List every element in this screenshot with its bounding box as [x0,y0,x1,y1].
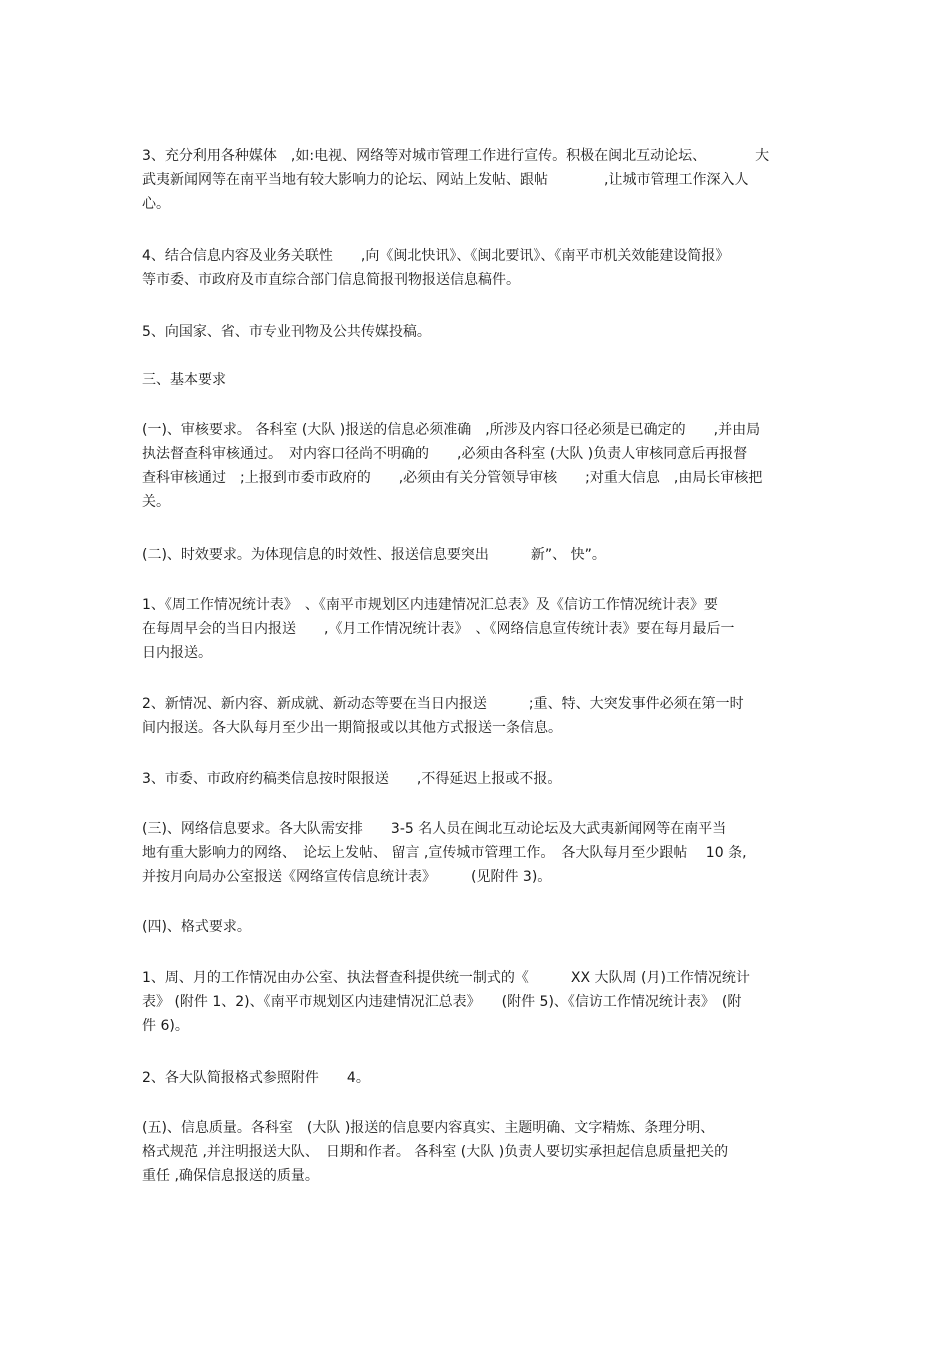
text-line: (四)、格式要求。 [142,919,251,935]
text-line: 并按月向局办公室报送《网络宣传信息统计表》 (见附件 3)。 [142,869,552,885]
paragraph-media-submission [142,320,817,344]
text-line: 关。 [142,494,170,510]
text-line: 在每周早会的当日内报送 ,《月工作情况统计表》 、《网络信息宣传统计表》要在每月最后一 [142,621,735,637]
text-line: 地有重大影响力的网络、 论坛上发帖、 留言 ,宣传城市管理工作。 各大队每月至少跟帖 10 条, [142,845,747,861]
text-line: 件 6)。 [142,1018,189,1034]
section-heading: 三、基本要求 [142,372,226,388]
text-line: 3、市委、市政府约稿类信息按时限报送 ,不得延迟上报或不报。 [142,771,562,787]
text-line: 3、充分利用各种媒体 ,如:电视、网络等对城市管理工作进行宣传。积极在闽北互动论坛、 大 [142,148,770,164]
text-line: 日内报送。 [142,645,212,661]
paragraph-new-situations [142,692,817,740]
text-line: 2、新情况、新内容、新成就、新动态等要在当日内报送 ;重、特、大突发事件必须在第一时 [142,696,744,712]
section-heading-basic-requirements [142,368,817,392]
paragraph-review-requirements [142,418,817,514]
text-line: 4、结合信息内容及业务关联性 ,向《闽北快讯》、《闽北要讯》、《南平市机关效能建设简报》 [142,248,730,264]
paragraph-info-briefs [142,244,817,292]
text-line: 武夷新闻网等在南平当地有较大影响力的论坛、网站上发帖、跟帖 ,让城市管理工作深入人 [142,172,749,188]
text-line: 等市委、市政府及市直综合部门信息简报刊物报送信息稿件。 [142,272,520,288]
text-line: 查科审核通过 ;上报到市委市政府的 ,必须由有关分管领导审核 ;对重大信息 ,由局长审核把 [142,470,763,486]
paragraph-weekly-reports [142,593,817,665]
text-line: (二)、时效要求。为体现信息的时效性、报送信息要突出 新”、 快”。 [142,547,606,563]
text-line: 心。 [142,196,170,212]
text-line: 执法督查科审核通过。 对内容口径尚不明确的 ,必须由各科室 (大队 )负责人审核同意后再报督 [142,446,748,462]
paragraph-format-templates [142,966,817,1038]
paragraph-info-quality [142,1116,817,1188]
paragraph-network-requirements [142,817,817,889]
text-line: (五)、信息质量。各科室 (大队 )报送的信息要内容真实、主题明确、文字精炼、条理分明、 [142,1120,715,1136]
paragraph-timeliness-requirements [142,543,817,567]
paragraph-format-heading [142,915,817,939]
paragraph-commissioned-info [142,767,817,791]
text-line: 重任 ,确保信息报送的质量。 [142,1168,319,1184]
text-line: 间内报送。各大队每月至少出一期简报或以其他方式报送一条信息。 [142,720,562,736]
text-line: 1、《周工作情况统计表》 、《南平市规划区内违建情况汇总表》及《信访工作情况统计表》要 [142,597,718,613]
paragraph-media-publicity [142,144,817,216]
text-line: 1、周、月的工作情况由办公室、执法督查科提供统一制式的《 XX 大队周 (月)工作情况统计 [142,970,750,986]
text-line: (三)、网络信息要求。各大队需安排 3-5 名人员在闽北互动论坛及大武夷新闻网等在南平当 [142,821,727,837]
text-line: 格式规范 ,并注明报送大队、 日期和作者。 各科室 (大队 )负责人要切实承担起信息质量把关的 [142,1144,729,1160]
text-line: 2、各大队简报格式参照附件 4。 [142,1070,370,1086]
text-line: (一)、审核要求。 各科室 (大队 )报送的信息必须准确 ,所涉及内容口径必须是已确定的 ,并由局 [142,422,761,438]
text-line: 表》 (附件 1、2)、《南平市规划区内违建情况汇总表》 (附件 5)、《信访工作情况统计表》 (附 [142,994,742,1010]
paragraph-brief-format [142,1066,817,1090]
text-line: 5、向国家、省、市专业刊物及公共传媒投稿。 [142,324,431,340]
